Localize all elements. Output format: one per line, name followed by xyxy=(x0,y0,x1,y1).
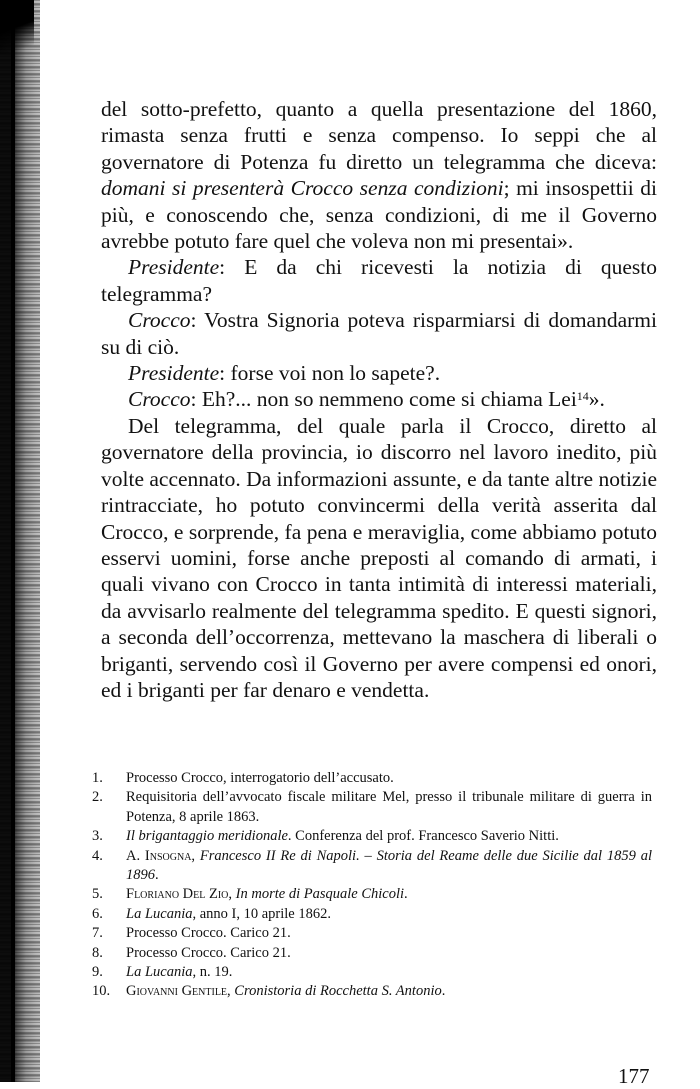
footnote-number: 1. xyxy=(92,770,103,786)
footnote-text xyxy=(126,885,652,904)
dialogue-text: : forse voi non lo sapete?. xyxy=(219,361,441,386)
footnote xyxy=(92,847,652,886)
footnote xyxy=(92,924,652,943)
dialogue-text: : Vostra Signoria poteva risparmiarsi di domandarmi su di ciò. xyxy=(101,308,657,359)
footnote-text xyxy=(126,963,652,982)
paragraph-1-text: del sotto-prefetto, quanto a quella presentazione del 1860, rimasta senza frutti e senza compenso. Io seppi che al governatore di Potenza fu diretto un telegramma che diceva: xyxy=(101,97,657,174)
footnote-end: . xyxy=(404,886,408,903)
footnotes xyxy=(92,769,652,1002)
dialogue-text: : Eh?... non so nemmeno come si chiama Lei xyxy=(190,387,577,412)
footnote-number: 3. xyxy=(92,828,103,845)
footnote-text: Processo Crocco. Carico 21. xyxy=(126,944,291,961)
footnote-title: Francesco II Re di Napoli. – Storia del Reame delle due Sicilie dal 1859 al 1896 xyxy=(126,847,652,884)
dialogue-line xyxy=(101,386,657,412)
footnote-number: 6. xyxy=(92,905,103,922)
telegram-quote: domani si presenterà Crocco senza condizioni xyxy=(101,176,504,201)
footnote-number: 4. xyxy=(92,847,103,864)
footnote-rest: , n. 19. xyxy=(192,964,233,981)
footnote-number: 2. xyxy=(92,789,103,806)
dialogue-line xyxy=(101,307,657,360)
paragraph-2: Del telegramma, del quale parla il Crocco, diretto al governatore della provincia, io discorro nel lavoro inedito, più volte accennato. Da informazioni assunte, e da tante altre notizie rintracciate, ho potuto convincermi della verità asserita dal Crocco, e sorprende, fa pena e meraviglia, come abbiamo potuto esservi uomini, forse anche preposti al comando di armati, i quali vivano con Crocco in tanta intimità di interessi materiali, da avvisarlo realmente del telegramma spedito. E questi signori, a seconda dell’occorrenza, mettevano la maschera di liberali o briganti, servendo così il Governo per avere compensi ed onori, ed i briganti per far denaro e vendetta. xyxy=(101,413,657,702)
footnote xyxy=(92,944,652,963)
footnote-title: La Lucania xyxy=(126,964,193,981)
footnote xyxy=(92,905,652,924)
speaker-presidente: Presidente xyxy=(128,255,220,280)
footnote-number: 10. xyxy=(92,983,111,1000)
footnote xyxy=(92,963,652,982)
footnote-comma: , xyxy=(228,886,236,903)
footnote-end: . xyxy=(441,983,446,1000)
footnote-author: A. Insogna xyxy=(126,847,192,864)
footnote-end: . xyxy=(155,867,159,884)
footnote xyxy=(92,769,652,788)
book-binding-gutter xyxy=(0,0,40,1082)
footnote-number: 9. xyxy=(92,964,103,981)
footnote-text: Requisitoria dell’avvocato fiscale militare Mel, presso il tribunale militare di guerra in Potenza, 8 aprile 1863. xyxy=(126,789,652,825)
speaker-presidente: Presidente xyxy=(128,361,220,386)
paragraph-1 xyxy=(101,96,657,254)
main-text xyxy=(101,96,657,703)
footnote xyxy=(92,827,652,846)
footnote-number: 8. xyxy=(92,944,103,961)
footnote-author: Giovanni Gentile xyxy=(126,983,228,1000)
footnote-text xyxy=(126,982,652,1001)
footnote-text xyxy=(126,847,652,886)
footnote-ref: 14 xyxy=(576,389,589,404)
footnote-comma: , xyxy=(227,983,235,1000)
footnote-title: In morte di Pasquale Chicoli xyxy=(235,886,405,903)
footnote-text xyxy=(126,905,652,924)
footnote-number: 5. xyxy=(92,886,103,903)
dialogue-line xyxy=(101,360,657,386)
dialogue-text: : E da chi ricevesti la notizia di questo telegramma? xyxy=(101,255,657,306)
paragraph-1-end: ; mi insospettii di più, e conoscendo che, senza condizioni, di me il Governo avrebbe potuto fare quel che voleva non mi presentai». xyxy=(101,176,657,254)
footnote-title: La Lucania xyxy=(126,905,193,922)
footnote-text xyxy=(126,827,652,846)
speaker-crocco: Crocco xyxy=(128,308,191,333)
footnote xyxy=(92,885,652,904)
footnote-number: 7. xyxy=(92,925,103,942)
speaker-crocco: Crocco xyxy=(128,387,191,412)
footnote-rest: . Conferenza del prof. Francesco Saverio Nitti. xyxy=(287,828,559,845)
footnote-text: Processo Crocco. Carico 21. xyxy=(126,925,291,942)
footnote-text: Processo Crocco, interrogatorio dell’accusato. xyxy=(126,770,394,786)
dialogue-line xyxy=(101,254,657,307)
footnote-rest: , anno I, 10 aprile 1862. xyxy=(192,905,331,922)
dialogue-end: ». xyxy=(588,387,605,412)
footnote-author: Floriano Del Zio xyxy=(126,886,229,903)
footnote-title: Cronistoria di Rocchetta S. Antonio xyxy=(234,983,442,1000)
footnote-comma: , xyxy=(191,847,200,864)
footnote xyxy=(92,788,652,827)
footnote-title: Il brigantaggio meridionale xyxy=(126,828,288,845)
page-number: 177 xyxy=(618,1064,650,1088)
footnote xyxy=(92,982,652,1001)
